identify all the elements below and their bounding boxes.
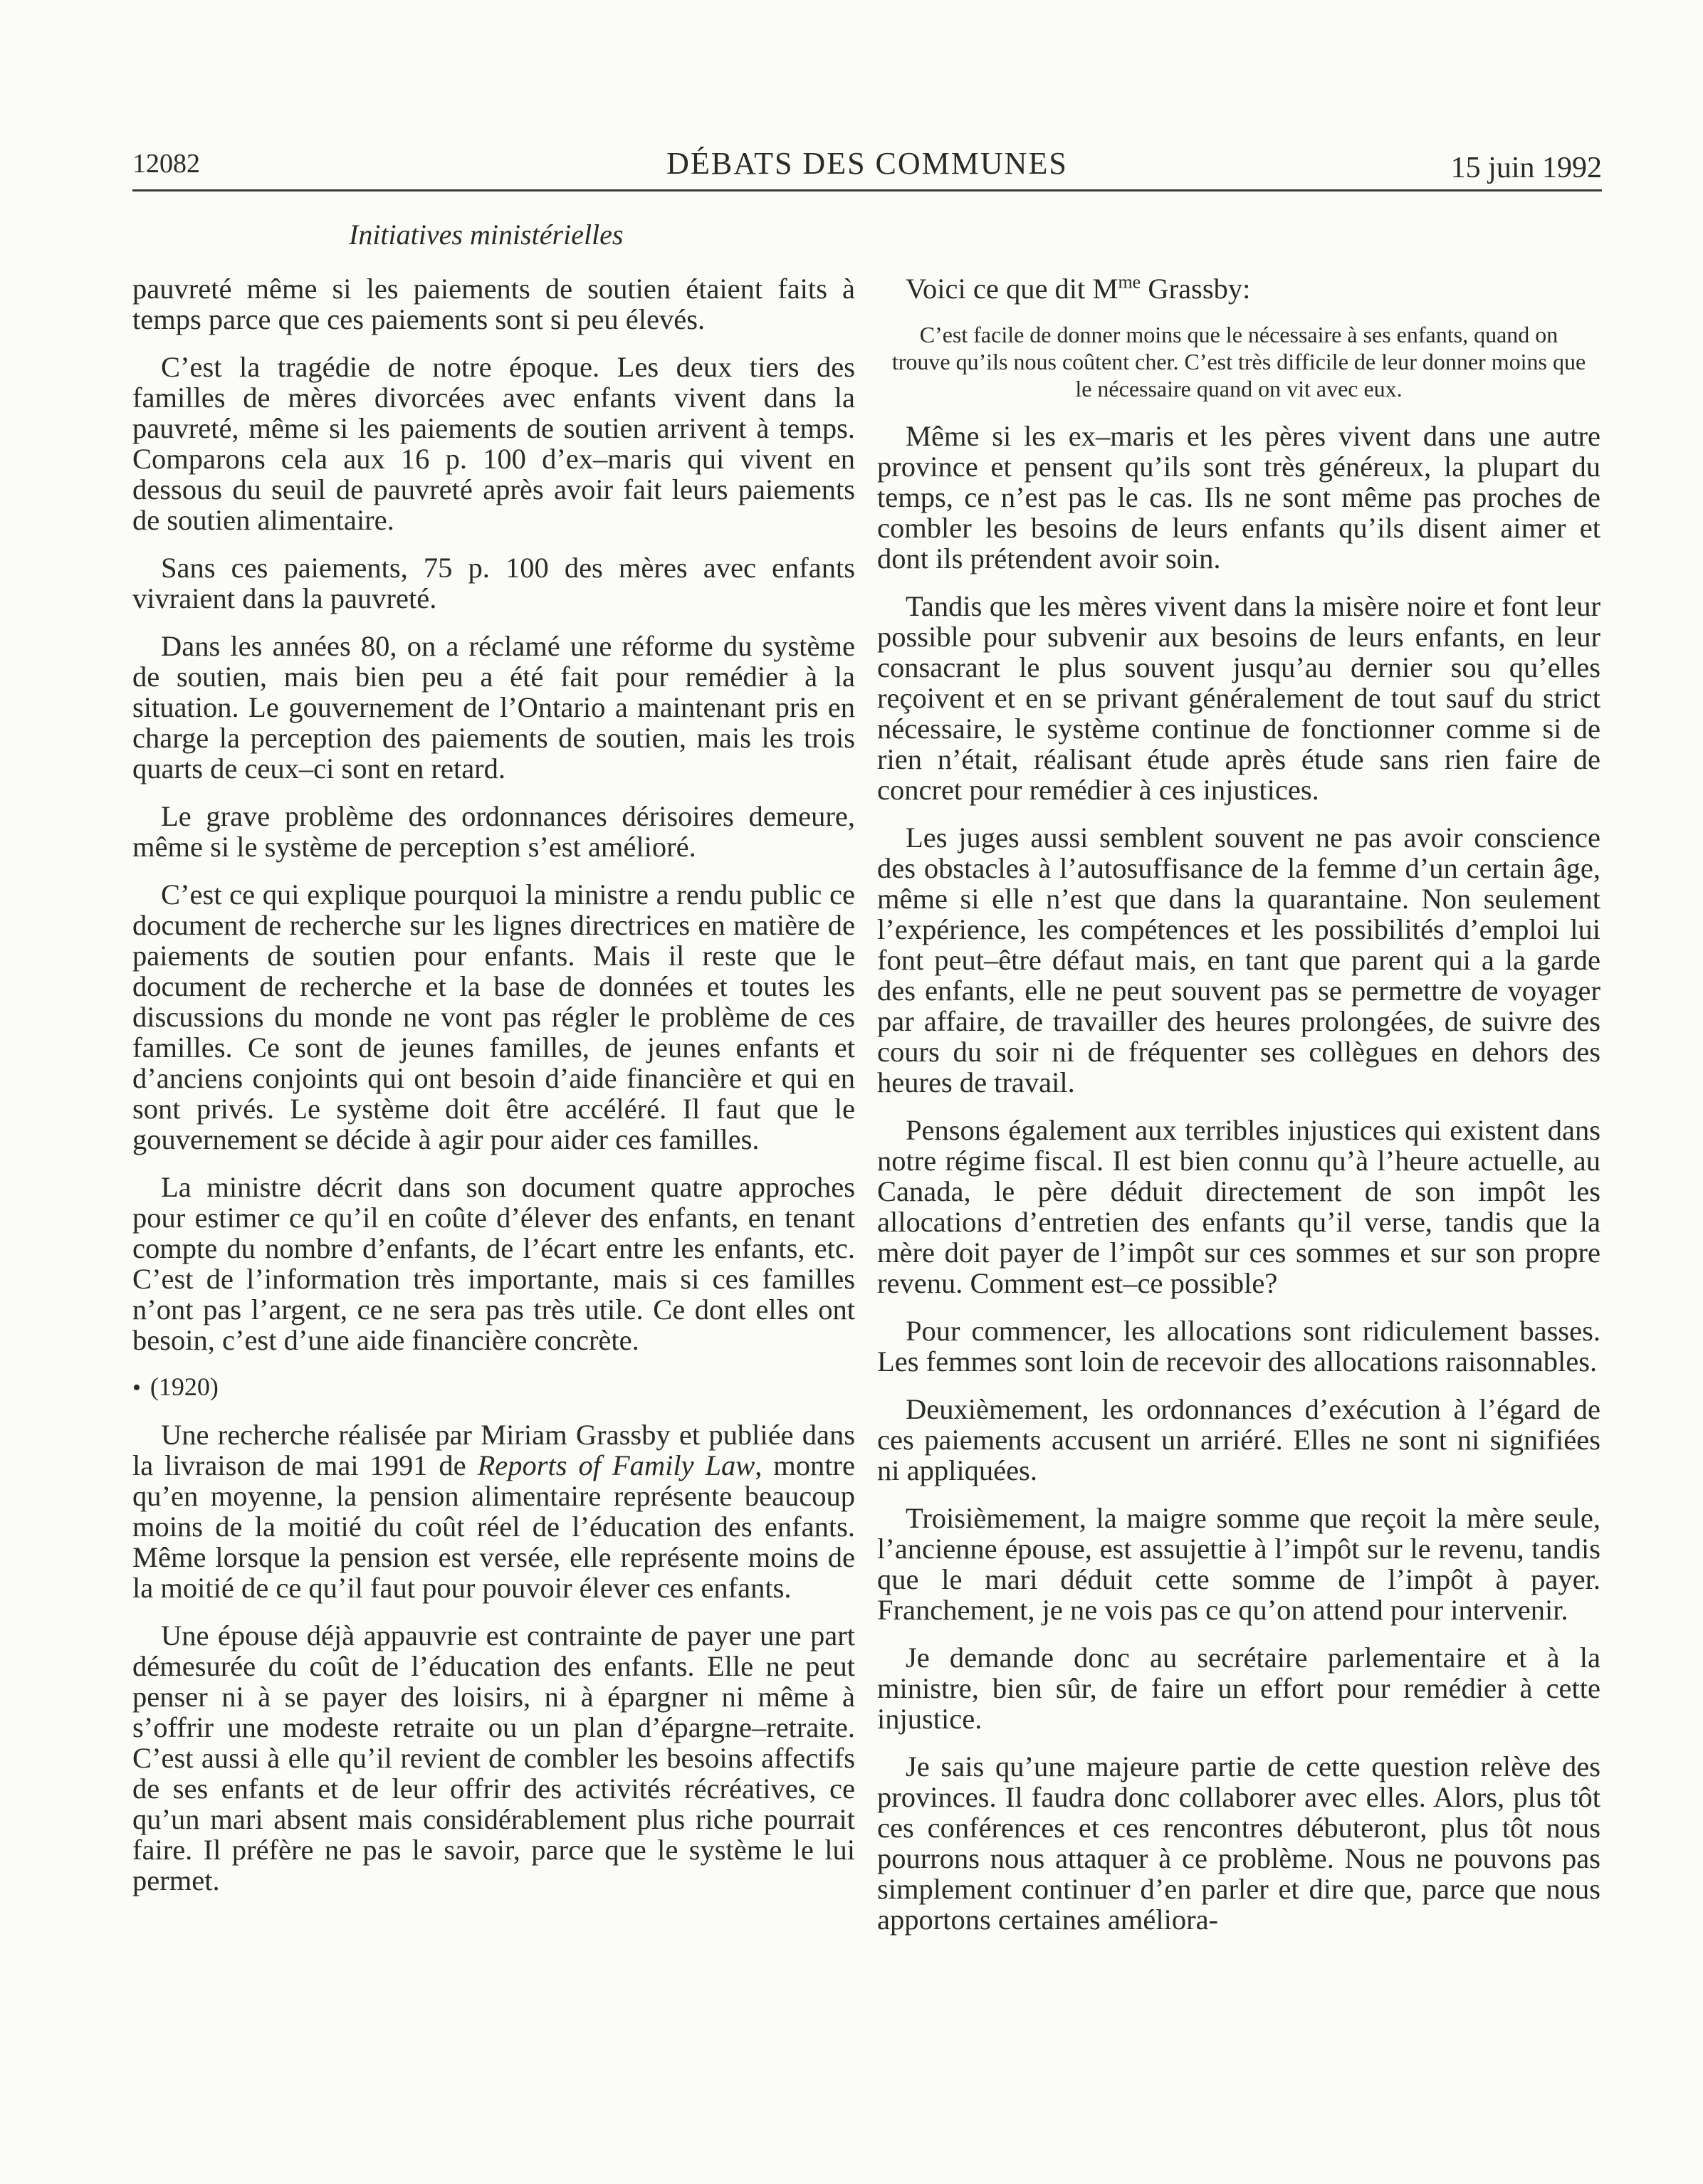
quote-intro	[877, 273, 1600, 304]
paragraph: Je demande donc au secrétaire parlementaire et à la ministre, bien sûr, de faire un effort pour remédier à cette injustice.	[877, 1642, 1600, 1735]
block-quote: C’est facile de donner moins que le nécessaire à ses enfants, quand on trouve qu’ils nous coûtent cher. C’est très difficile de leur donner moins que le nécessaire quand on vit avec eux.	[891, 322, 1586, 401]
paragraph: Troisièmement, la maigre somme que reçoit la mère seule, l’ancienne épouse, est assujettie à l’impôt sur le revenu, tandis que le mari déduit cette somme de l’impôt à payer. Franchement, je ne vois pas ce qu’on attend pour intervenir.	[877, 1502, 1600, 1626]
paragraph: Pour commencer, les allocations sont ridiculement basses. Les femmes sont loin de recevoir des allocations raisonnables.	[877, 1315, 1600, 1377]
paragraph-text: Une recherche réalisée par Miriam Grassby et publiée dans la livraison de mai 1991 de	[132, 1419, 855, 1481]
paragraph: pauvreté même si les paiements de soutien étaient faits à temps parce que ces paiements sont si peu élevés.	[132, 273, 855, 335]
paragraph: C’est la tragédie de notre époque. Les deux tiers des familles de mères divorcées avec enfants vivent dans la pauvreté, même si les paiements de soutien arrivent à temps. Comparons cela aux 16 p. 100 d’ex–maris qui vivent en dessous du seuil de pauvreté après avoir fait leurs paiements de soutien alimentaire.	[132, 351, 855, 536]
paragraph: C’est ce qui explique pourquoi la ministre a rendu public ce document de recherche sur les lignes directrices en matière de paiements de soutien pour enfants. Mais il reste que le document de recherche et la base de données et toutes les discussions du monde ne vont pas régler le problème de ces familles. Ce sont de jeunes familles, de jeunes enfants et d’anciens conjoints qui ont besoin d’aide financière et qui en sont privés. Le système doit être accéléré. Il faut que le gouvernement se décide à agir pour aider ces familles.	[132, 878, 855, 1155]
right-column	[877, 273, 1600, 1952]
section-title: Initiatives ministérielles	[349, 219, 624, 251]
paragraph-text: , montre qu’en moyenne, la pension alimentaire représente beaucoup moins de la moitié du coût réel de l’éducation des enfants. Même lorsque la pension est versée, elle représente moins de la moitié de ce qu’il faut pour pouvoir élever ces enfants.	[132, 1449, 856, 1604]
bullet-icon: •	[132, 1375, 141, 1401]
paragraph: Une épouse déjà appauvrie est contrainte de payer une part démesurée du coût de l’éducation des enfants. Elle ne peut penser ni à se payer des loisirs, ni à épargner ni même à s’offrir une modeste retraite ou un plan d’épargne–retraite. C’est aussi à elle qu’il revient de combler les besoins affectifs de ses enfants et de leur offrir des activités récréatives, ce qu’un mari absent mais considérablement plus riche pourrait faire. Il préfère ne pas le savoir, parce que le système le lui permet.	[132, 1619, 855, 1896]
paragraph: Dans les années 80, on a réclamé une réforme du système de soutien, mais bien peu a été fait pour remédier à la situation. Le gouvernement de l’Ontario a maintenant pris en charge la perception des paiements de soutien, mais les trois quarts de ceux–ci sont en retard.	[132, 630, 855, 784]
paragraph: Pensons également aux terribles injustices qui existent dans notre régime fiscal. Il est bien connu qu’à l’heure actuelle, au Canada, le père déduit directement de son impôt les allocations d’entretien des enfants qu’il verse, tandis que la mère doit payer de l’impôt sur ces sommes et sur son propre revenu. Comment est–ce possible?	[877, 1114, 1600, 1299]
honorific-superscript: me	[1118, 271, 1141, 293]
paragraph: Deuxièmement, les ordonnances d’exécution à l’égard de ces paiements accusent un arriéré. Elles ne sont ni signifiées ni appliquées.	[877, 1393, 1600, 1486]
time-marker-label: (1920)	[150, 1372, 219, 1401]
time-marker	[132, 1372, 855, 1402]
page-header	[132, 142, 1602, 191]
left-column	[132, 273, 855, 1913]
paragraph: Tandis que les mères vivent dans la misère noire et font leur possible pour subvenir aux besoins de leurs enfants, en leur consacrant le plus souvent jusqu’au dernier sou qu’elles reçoivent et en se privant généralement de tout sauf du strict nécessaire, le système continue de fonctionner comme si de rien n’était, réalisant étude après étude sans rien faire de concret pour remédier à ces injustices.	[877, 590, 1600, 806]
paragraph: Je sais qu’une majeure partie de cette question relève des provinces. Il faudra donc collaborer avec elles. Alors, plus tôt ces conférences et ces rencontres débuteront, plus tôt nous pourrons nous attaquer à ce problème. Nous ne pouvons pas simplement continuer d’en parler et dire que, parce que nous apportons certaines améliora-	[877, 1750, 1600, 1936]
paragraph: Même si les ex–maris et les pères vivent dans une autre province et pensent qu’ils sont très généreux, la plupart du temps, ce n’est pas le cas. Ils ne sont même pas proches de combler les besoins de leurs enfants qu’ils disent aimer et dont ils prétendent avoir soin.	[877, 420, 1600, 574]
quote-intro-text: Grassby:	[1141, 273, 1251, 305]
quote-intro-text: Voici ce que dit M	[906, 273, 1118, 305]
paragraph	[132, 1419, 855, 1603]
journal-title: DÉBATS DES COMMUNES	[666, 146, 1068, 181]
page-number: 12082	[132, 149, 200, 179]
paragraph: La ministre décrit dans son document quatre approches pour estimer ce qu’il en coûte d’élever des enfants, en tenant compte du nombre d’enfants, de l’écart entre les enfants, etc. C’est de l’information très importante, mais si ces familles n’ont pas l’argent, ce ne sera pas très utile. Ce dont elles ont besoin, c’est d’une aide financière concrète.	[132, 1171, 855, 1356]
paragraph: Les juges aussi semblent souvent ne pas avoir conscience des obstacles à l’autosuffisance de la femme d’un certain âge, même si elle n’est que dans la quarantaine. Non seulement l’expérience, les compétences et les possibilités d’emploi lui font peut–être défaut mais, en tant que parent qui a la garde des enfants, elle ne peut souvent pas se permettre de voyager par affaire, de travailler des heures prolongées, de suivre des cours du soir ni de fréquenter ses collègues en dehors des heures de travail.	[877, 821, 1600, 1098]
issue-date: 15 juin 1992	[1450, 152, 1602, 184]
paragraph: Sans ces paiements, 75 p. 100 des mères avec enfants vivraient dans la pauvreté.	[132, 552, 855, 614]
publication-title: Reports of Family Law	[477, 1449, 755, 1481]
paragraph: Le grave problème des ordonnances dérisoires demeure, même si le système de perception s’est amélioré.	[132, 800, 855, 863]
